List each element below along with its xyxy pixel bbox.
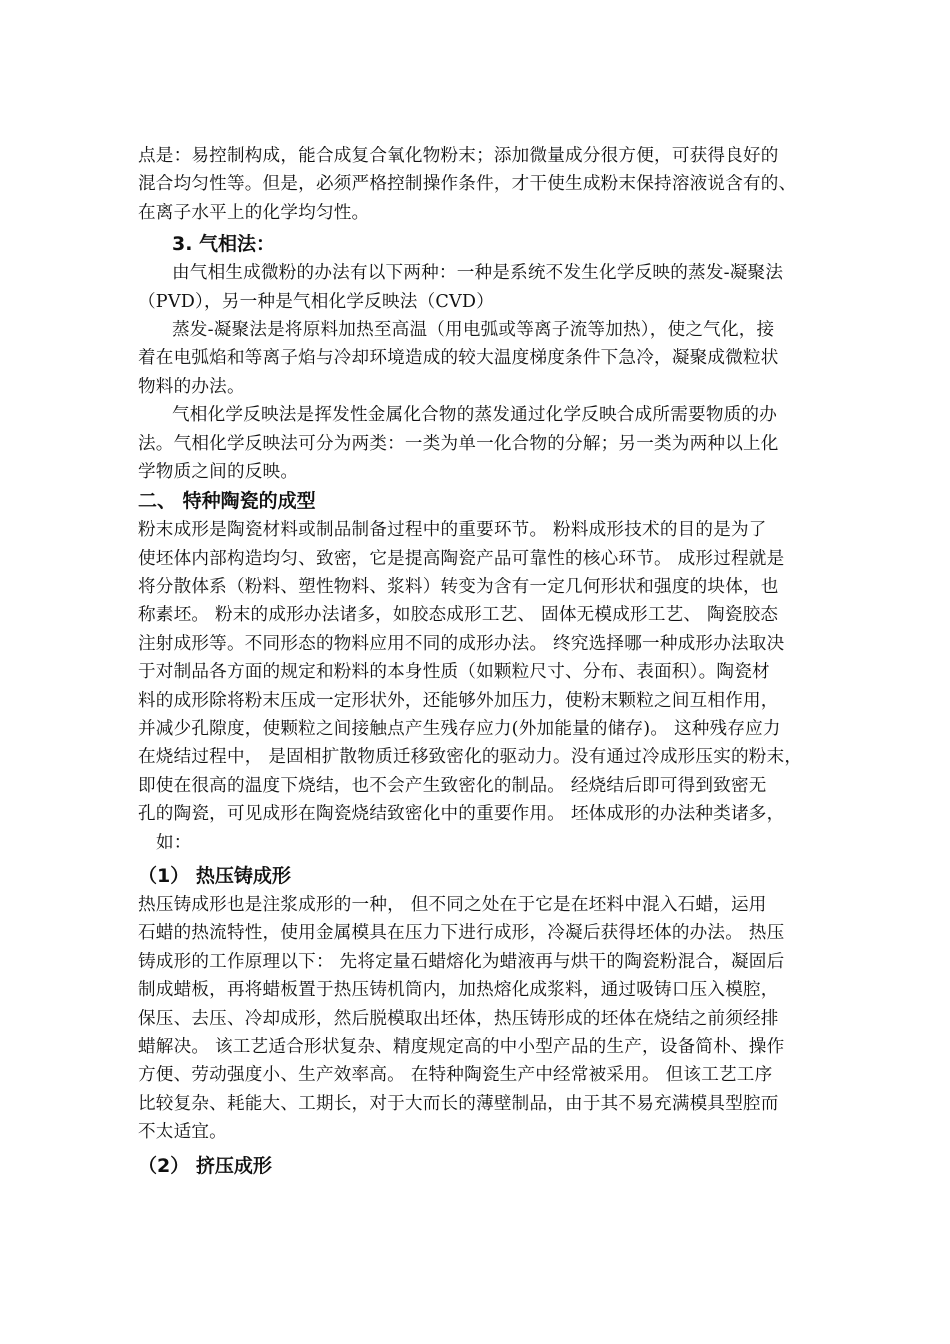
text-line: 将分散体系（粉料、塑性物料、浆料）转变为含有一定几何形状和强度的块体，也 [138, 577, 779, 598]
text-line: 比较复杂、耗能大、工期长，对于大而长的薄壁制品，由于其不易充满模具型腔而 [138, 1093, 779, 1114]
text-line: 注射成形等。不同形态的物料应用不同的成形办法。 终究选择哪一种成形办法取决 [138, 633, 785, 654]
subsection-heading-extrusion: （2） 挤压成形 [138, 1154, 272, 1177]
paragraph-gas-1 [138, 259, 838, 316]
paragraph-forming [138, 516, 838, 857]
text-line: 混合均匀性等。但是，必须严格控制操作条件，才干使生成粉末保持溶液说含有的、 [138, 174, 797, 195]
text-line: 蒸发-凝聚法是将原料加热至高温（用电弧或等离子流等加热），使之气化，接 [172, 319, 775, 340]
text-line: 法。气相化学反映法可分为两类：一类为单一化合物的分解；另一类为两种以上化 [138, 433, 779, 454]
text-line: 在离子水平上的化学均匀性。 [138, 202, 370, 223]
text-line: 称素坯。 粉末的成形办法诸多，如胶态成形工艺、 固体无模成形工艺、 陶瓷胶态 [138, 605, 779, 626]
text-line: 制成蜡板，再将蜡板置于热压铸机筒内，加热熔化成浆料，通过吸铸口压入模腔， [138, 980, 779, 1001]
text-line: 热压铸成形也是注浆成形的一种， 但不同之处在于它是在坯料中混入石蜡，运用 [138, 894, 767, 915]
text-line: 粉末成形是陶瓷材料或制品制备过程中的重要环节。 粉料成形技术的目的是为了 [138, 520, 767, 541]
text-line: 使坯体内部构造均匀、致密，它是提高陶瓷产品可靠性的核心环节。 成形过程就是 [138, 548, 785, 569]
text-line: （PVD），另一种是气相化学反映法（CVD） [138, 291, 495, 312]
document-page [138, 142, 838, 1181]
text-line: 保压、去压、冷却成形，然后脱模取出坯体，热压铸形成的坯体在烧结之前须经排 [138, 1008, 779, 1029]
text-line: 学物质之间的反映。 [138, 461, 299, 482]
text-line: 铸成形的工作原理以下： 先将定量石蜡熔化为蜡液再与烘干的陶瓷粉混合，凝固后 [138, 951, 785, 972]
text-line: 点是：易控制构成，能合成复合氧化物粉末；添加微量成分很方便，可获得良好的 [138, 146, 779, 166]
subsection-heading-hot-press-casting: （1） 热压铸成形 [138, 864, 291, 887]
text-line: 料的成形除将粉末压成一定形状外，还能够外加压力，使粉末颗粒之间互相作用， [138, 690, 779, 711]
text-line: 蜡解决。 该工艺适合形状复杂、精度规定高的中小型产品的生产，设备简朴、操作 [138, 1036, 785, 1057]
text-line: 孔的陶瓷，可见成形在陶瓷烧结致密化中的重要作用。 坯体成形的办法种类诸多， [138, 804, 785, 825]
paragraph-gas-3 [138, 401, 838, 486]
text-line: 不太适宜。 [138, 1122, 227, 1143]
text-line: 并减少孔隙度，使颗粒之间接触点产生残存应力(外加能量的储存)。 这种残存应力 [138, 719, 781, 740]
text-line: 如： [156, 832, 192, 853]
text-line: 方便、劳动强度小、生产效率高。 在特种陶瓷生产中经常被采用。 但该工艺工序 [138, 1065, 773, 1086]
section-heading-forming: 二、 特种陶瓷的成型 [138, 490, 316, 513]
text-line: 于对制品各方面的规定和粉料的本身性质（如颗粒尺寸、分布、表面积）。陶瓷材 [138, 662, 770, 683]
paragraph-gas-2 [138, 316, 838, 401]
text-line: 即使在很高的温度下烧结，也不会产生致密化的制品。 经烧结后即可得到致密无 [138, 775, 767, 796]
text-line: 石蜡的热流特性，使用金属模具在压力下进行成形，冷凝后获得坯体的办法。 热压 [138, 923, 785, 944]
text-line: 着在电弧焰和等离子焰与冷却环境造成的较大温度梯度条件下急冷，凝聚成微粒状 [138, 348, 779, 369]
text-line: 由气相生成微粉的办法有以下两种：一种是系统不发生化学反映的蒸发-凝聚法 [172, 263, 784, 284]
text-line: 物料的办法。 [138, 376, 245, 397]
section-heading-gas-phase: 3. 气相法： [172, 233, 276, 256]
text-line: 气相化学反映法是挥发性金属化合物的蒸发通过化学反映合成所需要物质的办 [172, 405, 777, 426]
text-line: 在烧结过程中， 是固相扩散物质迁移致密化的驱动力。没有通过冷成形压实的粉末， [138, 747, 803, 768]
paragraph-hot-press [138, 891, 838, 1147]
paragraph-intro [138, 142, 838, 227]
